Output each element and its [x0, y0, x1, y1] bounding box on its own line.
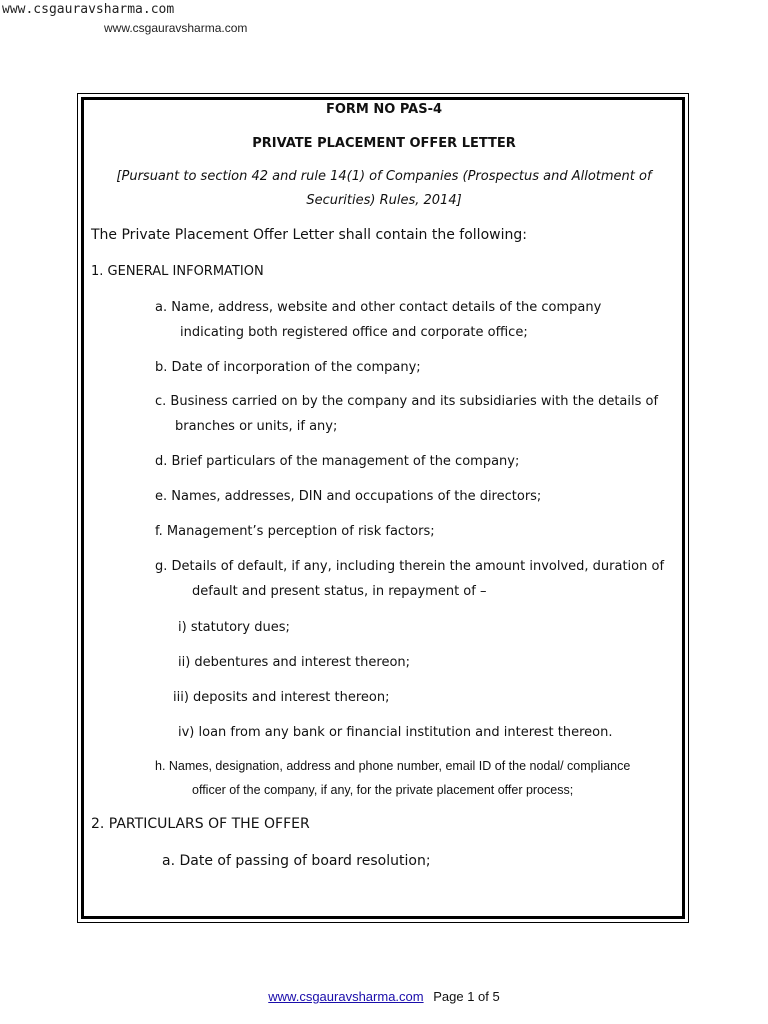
- list-item-g-line2: default and present status, in repayment of –: [192, 584, 487, 599]
- sub-item-i: i) statutory dues;: [178, 620, 290, 635]
- page-footer: [0, 989, 768, 1004]
- pursuant-note-line2: Securities) Rules, 2014]: [306, 193, 462, 208]
- list-item-e: e. Names, addresses, DIN and occupations of the directors;: [155, 489, 542, 504]
- form-number: FORM NO PAS-4: [325, 102, 443, 117]
- header-site-url: www.csgauravsharma.com: [2, 2, 175, 17]
- header-site-url-small: www.csgauravsharma.com: [104, 21, 248, 35]
- intro-text: The Private Placement Offer Letter shall contain the following:: [91, 227, 527, 243]
- section-heading-particulars-of-offer: 2. PARTICULARS OF THE OFFER: [91, 816, 310, 832]
- list-item-f: f. Management’s perception of risk factors;: [155, 524, 435, 539]
- section-heading-general-information: 1. GENERAL INFORMATION: [91, 264, 264, 279]
- footer-site-link[interactable]: www.csgauravsharma.com: [268, 989, 424, 1004]
- form-title: PRIVATE PLACEMENT OFFER LETTER: [252, 136, 516, 151]
- list-item-2a: a. Date of passing of board resolution;: [162, 853, 431, 869]
- list-item-g-line1: g. Details of default, if any, including therein the amount involved, duration of: [155, 559, 665, 574]
- sub-item-iv: iv) loan from any bank or financial institution and interest thereon.: [178, 725, 613, 740]
- pursuant-note-line1: [Pursuant to section 42 and rule 14(1) of Companies (Prospectus and Allotment of: [116, 169, 652, 184]
- sub-item-iii: iii) deposits and interest thereon;: [173, 690, 390, 705]
- list-item-d: d. Brief particulars of the management of the company;: [155, 454, 520, 469]
- footer-page-number: Page 1 of 5: [433, 989, 500, 1004]
- list-item-c-line2: branches or units, if any;: [175, 419, 338, 434]
- sub-item-ii: ii) debentures and interest thereon;: [178, 655, 411, 670]
- list-item-a-line1: a. Name, address, website and other contact details of the company: [155, 300, 602, 315]
- list-item-h-line2: officer of the company, if any, for the private placement offer process;: [192, 783, 574, 797]
- list-item-b: b. Date of incorporation of the company;: [155, 360, 421, 375]
- list-item-c-line1: c. Business carried on by the company and its subsidiaries with the details of: [155, 394, 659, 409]
- list-item-h-line1: h. Names, designation, address and phone number, email ID of the nodal/ compliance: [155, 759, 631, 773]
- list-item-a-line2: indicating both registered office and corporate office;: [180, 325, 528, 340]
